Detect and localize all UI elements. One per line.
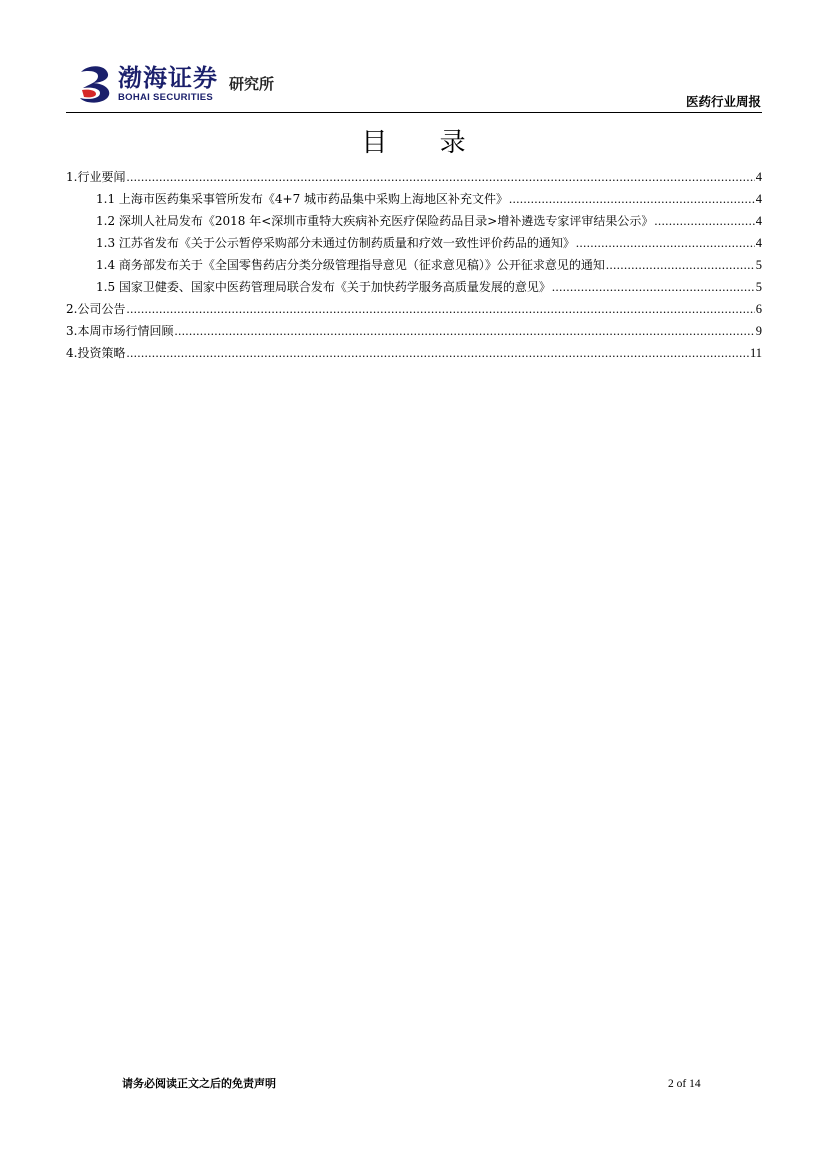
toc-entry-page: 4 [755,192,762,206]
toc-entry-page: 4 [755,236,762,250]
disclaimer-note: 请务必阅读正文之后的免责声明 [122,1077,276,1090]
report-type: 医药行业周报 [685,94,761,109]
toc-entry-text: 3.本周市场行情回顾 [66,324,174,338]
toc-leader-dots [576,232,755,254]
toc-entry-page: 5 [755,258,762,272]
toc-entry-text: 1.1 上海市医药集采事管所发布《4+7 城市药品集中采购上海地区补充文件》 [96,192,509,206]
toc-entry[interactable] [66,320,762,342]
institute-label: 研究所 [229,75,275,93]
toc-entry-page: 4 [755,214,762,228]
toc-entry-text: 2.公司公告 [66,302,126,316]
toc-entry[interactable] [66,342,762,364]
toc-entry-page: 11 [749,346,762,360]
toc-leader-dots [509,188,755,210]
toc-leader-dots [606,254,755,276]
toc-entry[interactable] [66,276,762,298]
toc-leader-dots [126,342,749,364]
toc-entry[interactable] [66,298,762,320]
toc-entry-text: 1.2 深圳人社局发布《2018 年<深圳市重特大疾病补充医疗保险药品目录>增补遴选专家评审结果公示》 [96,214,654,228]
toc-entry-page: 6 [755,302,762,316]
toc-entry-page: 9 [755,324,762,338]
toc-entry-text: 1.4 商务部发布关于《全国零售药店分类分级管理指导意见（征求意见稿）》公开征求意见的通知 [96,258,605,272]
toc-entry-text: 1.5 国家卫健委、国家中医药管理局联合发布《关于加快药学服务高质量发展的意见》 [96,280,551,294]
toc-entry[interactable] [66,210,762,232]
toc-entry-page: 4 [755,170,762,184]
toc-entry-page: 5 [755,280,762,294]
bohai-logo [78,64,288,106]
page-number: 2 of 14 [668,1078,701,1090]
toc-entry-text: 1.3 江苏省发布《关于公示暂停采购部分未通过仿制药质量和疗效一致性评价药品的通知》 [96,236,575,250]
toc-leader-dots [126,166,754,188]
bohai-logo-icon [78,64,112,104]
toc-leader-dots [654,210,754,232]
toc-entry-text: 4.投资策略 [66,346,126,360]
toc-leader-dots [552,276,755,298]
table-of-contents [66,166,762,364]
toc-title: 目 录 [361,128,488,158]
toc-entry[interactable] [66,254,762,276]
toc-leader-dots [174,320,754,342]
toc-entry[interactable] [66,232,762,254]
toc-entry[interactable] [66,188,762,210]
logo-chinese-name: 渤海证券 [118,64,218,92]
header-divider [66,112,762,113]
toc-leader-dots [126,298,754,320]
logo-english-name: BOHAI SECURITIES [118,92,214,103]
toc-entry[interactable] [66,166,762,188]
toc-entry-text: 1.行业要闻 [66,170,126,184]
